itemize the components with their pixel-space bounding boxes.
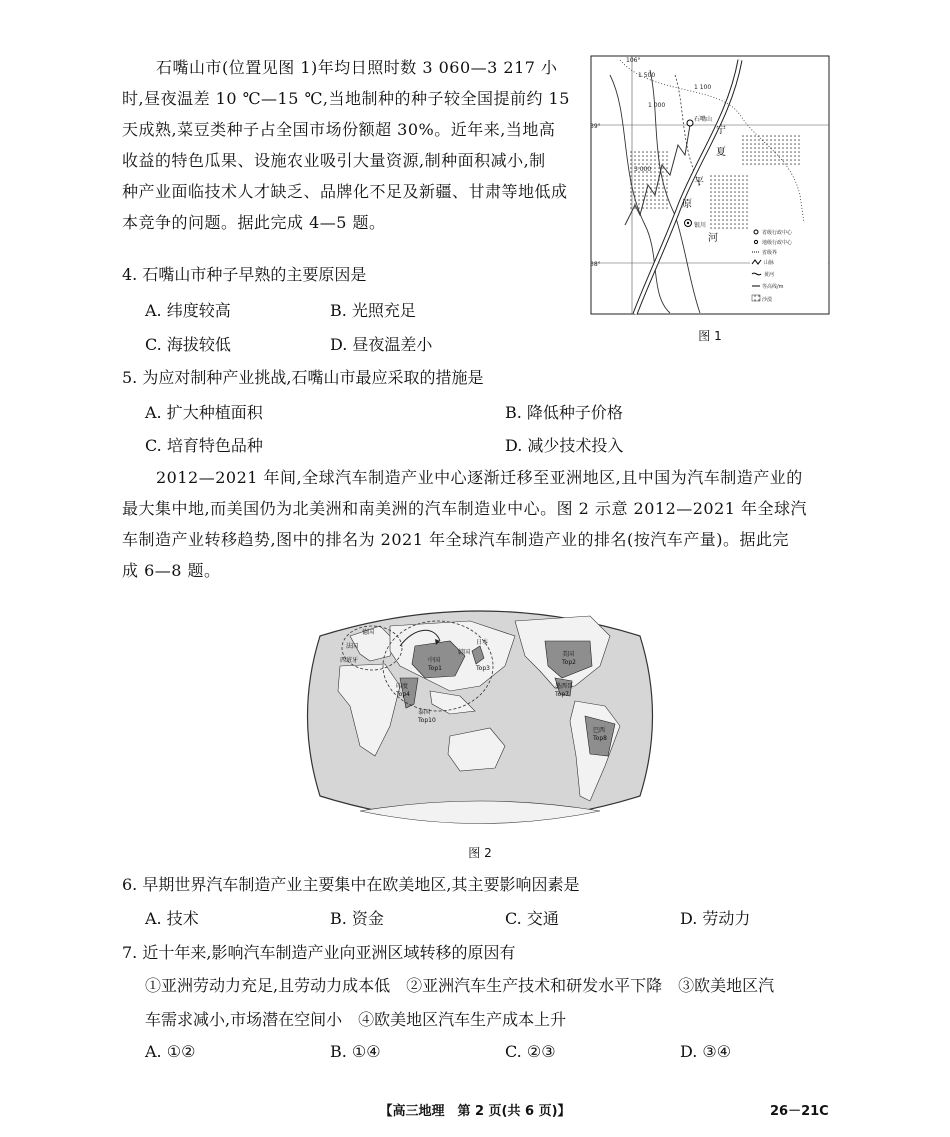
figure-2 <box>300 596 660 861</box>
map-label: 美国 <box>562 651 575 658</box>
passage-2-line: 2012—2021 年间,全球汽车制造产业中心逐渐迁移至亚洲地区,且中国为汽车制造产业的 <box>156 468 803 487</box>
longitude-label: 106° <box>626 57 641 64</box>
latitude-label: 38° <box>590 261 601 268</box>
legend-item: 沙漠 <box>762 297 773 303</box>
passage-2-line: 车制造产业转移趋势,图中的排名为 2021 年全球汽车制造产业的排名(按汽车产量)。据此完 <box>122 530 789 549</box>
map-label: Top8 <box>593 735 607 742</box>
place-label: 夏 <box>716 147 726 158</box>
map-label: 中国 <box>428 657 441 664</box>
place-label: 银川 <box>694 222 707 229</box>
passage-2-line: 成 6—8 题。 <box>122 561 221 580</box>
latitude-label: 39° <box>590 123 601 130</box>
map-label: 日本 <box>476 639 489 646</box>
question-7-option: D. ③④ <box>680 1042 732 1061</box>
passage-1-line: 本竞争的问题。据此完成 4—5 题。 <box>122 213 386 232</box>
contour-label: 1 500 <box>638 72 656 79</box>
place-label: 宁 <box>716 125 726 136</box>
question-4-option: A. 纬度较高 <box>145 301 231 320</box>
question-5-option: C. 培育特色品种 <box>145 436 263 455</box>
question-4-stem: 4. 石嘴山市种子早熟的主要原因是 <box>122 265 367 284</box>
figure-1-caption: 图 1 <box>698 329 722 343</box>
passage-2-line: 最大集中地,而美国仍为北美洲和南美洲的汽车制造业中心。图 2 示意 2012—2021 年全球汽 <box>122 499 808 518</box>
map-label: Top3 <box>476 665 490 672</box>
map-label: 墨西哥 <box>555 683 574 690</box>
question-7-option: B. ①④ <box>330 1042 381 1061</box>
question-7-option: C. ②③ <box>505 1042 556 1061</box>
exam-code: 26－21C <box>770 1104 829 1119</box>
legend-item: 黄河 <box>764 272 775 278</box>
legend-item: 省级行政中心 <box>762 230 793 236</box>
question-5-option: A. 扩大种植面积 <box>145 403 263 422</box>
figure-2-map <box>300 596 660 834</box>
question-6-option: A. 技术 <box>145 909 199 928</box>
map-label: 巴西 <box>593 727 606 734</box>
contour-label: 1 000 <box>648 102 666 109</box>
passage-1 <box>122 52 582 238</box>
question-7-option: A. ①② <box>145 1042 196 1061</box>
passage-1-line: 天成熟,菜豆类种子占全国市场份额超 30%。近年来,当地高 <box>122 120 556 139</box>
map-label: 德国 <box>362 629 375 636</box>
place-label: 河 <box>708 233 718 244</box>
map-label: Top2 <box>562 659 576 666</box>
map-label: Top4 <box>396 691 410 698</box>
legend-item: 山脉 <box>764 260 775 266</box>
question-7-statements: 车需求减小,市场潜在空间小 ④欧美地区汽车生产成本上升 <box>145 1010 567 1029</box>
question-7-statements: ①亚洲劳动力充足,且劳动力成本低 ②亚洲汽车生产技术和研发水平下降 ③欧美地区汽 <box>145 976 775 995</box>
map-label: Top7 <box>555 691 569 698</box>
passage-2 <box>122 462 822 586</box>
place-label: 原 <box>682 199 692 210</box>
map-label: Top1 <box>428 665 442 672</box>
map-label: 泰国 <box>418 709 431 716</box>
map-label: 西班牙 <box>340 657 359 664</box>
passage-1-line: 时,昼夜温差 10 ℃—15 ℃,当地制种的种子较全国提前约 15 <box>122 89 570 108</box>
question-5-stem: 5. 为应对制种产业挑战,石嘴山市最应采取的措施是 <box>122 368 484 387</box>
figure-2-caption: 图 2 <box>468 846 492 860</box>
question-5-option: B. 降低种子价格 <box>505 403 623 422</box>
legend-item: 地级行政中心 <box>762 240 793 246</box>
question-4-option: C. 海拔较低 <box>145 335 231 354</box>
map-label: 法国 <box>346 643 359 650</box>
legend-item: 等高线/m <box>762 284 784 290</box>
figure-1-map <box>590 55 830 315</box>
question-4-option: B. 光照充足 <box>330 301 416 320</box>
figure-1 <box>590 55 830 345</box>
page-footer: 【高三地理 第 2 页(共 6 页)】 <box>379 1104 571 1119</box>
passage-1-line: 石嘴山市(位置见图 1)年均日照时数 3 060—3 217 小 <box>156 58 558 77</box>
place-label: 石嘴山 <box>694 116 713 123</box>
map-label: 韩国 <box>458 649 471 656</box>
contour-label: 1 100 <box>694 84 712 91</box>
question-6-option: D. 劳动力 <box>680 909 751 928</box>
question-4-option: D. 昼夜温差小 <box>330 335 433 354</box>
map-label: Top10 <box>418 717 436 724</box>
place-label: 平 <box>694 177 704 188</box>
passage-1-line: 收益的特色瓜果、设施农业吸引大量资源,制种面积减小,制 <box>122 151 546 170</box>
question-6-option: B. 资金 <box>330 909 384 928</box>
question-6-option: C. 交通 <box>505 909 559 928</box>
legend-item: 省级界 <box>762 250 778 256</box>
contour-label: 3 000 <box>634 166 652 173</box>
question-7-stem: 7. 近十年来,影响汽车制造产业向亚洲区域转移的原因有 <box>122 943 516 962</box>
passage-1-line: 种产业面临技术人才缺乏、品牌化不足及新疆、甘肃等地低成 <box>122 182 568 201</box>
map-label: 印度 <box>396 683 409 690</box>
question-5-option: D. 减少技术投入 <box>505 436 624 455</box>
question-6-stem: 6. 早期世界汽车制造产业主要集中在欧美地区,其主要影响因素是 <box>122 875 580 894</box>
